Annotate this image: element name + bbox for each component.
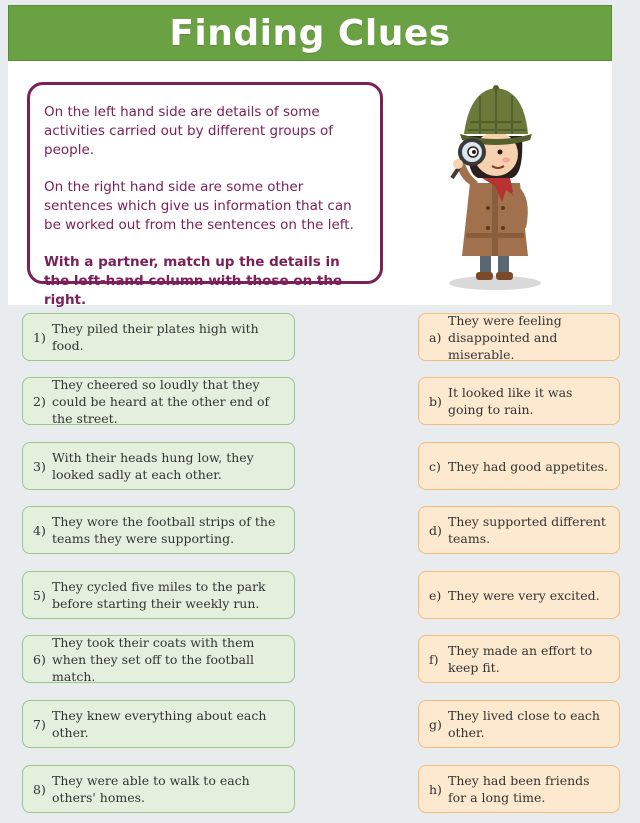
- clue-number: 2): [33, 393, 46, 409]
- clue-number: 8): [33, 781, 46, 797]
- clue-text: With their heads hung low, they looked sadly at each other.: [52, 450, 254, 482]
- inference-text: They made an effort to keep fit.: [448, 643, 593, 675]
- inference-card-c: [418, 442, 620, 490]
- inference-letter: c): [429, 458, 441, 474]
- clue-card-5: [22, 571, 295, 619]
- instructions-box: [27, 82, 383, 308]
- inference-text: They had been friends for a long time.: [448, 773, 590, 805]
- clue-card-4: [22, 506, 295, 554]
- intro-paragraph-2: On the right hand side are some other sentences which give us information that can be worked out from the sentences on the left.: [44, 179, 354, 233]
- inference-card-d: [418, 506, 620, 554]
- intro-paragraph-1: On the left hand side are details of some activities carried out by different groups of people.: [44, 104, 334, 158]
- inference-card-g: [418, 700, 620, 748]
- clue-text: They knew everything about each other.: [52, 708, 267, 740]
- clue-card-3: [22, 442, 295, 490]
- title-banner: [8, 5, 612, 61]
- clue-card-6: [22, 635, 295, 683]
- inference-card-a: [418, 313, 620, 361]
- inference-text: They had good appetites.: [448, 458, 609, 474]
- inference-text: It looked like it was going to rain.: [448, 385, 573, 417]
- clue-card-2: [22, 377, 295, 425]
- clue-number: 1): [33, 329, 46, 345]
- clue-number: 5): [33, 587, 46, 603]
- clue-text: They took their coats with them when they set off to the football match.: [52, 634, 255, 684]
- clue-text: They piled their plates high with food.: [52, 321, 259, 353]
- intro-instruction: With a partner, match up the details in the left-hand column with those on the right.: [44, 254, 343, 308]
- clue-text: They were able to walk to each others' homes.: [52, 773, 250, 805]
- clue-text: They cheered so loudly that they could be heard at the other end of the street.: [52, 376, 270, 426]
- inference-text: They were feeling disappointed and miserable.: [448, 312, 562, 362]
- clue-card-8: [22, 765, 295, 813]
- inference-letter: g): [429, 716, 442, 732]
- detective-icon: [440, 78, 550, 293]
- inference-text: They supported different teams.: [448, 514, 606, 546]
- clue-number: 3): [33, 458, 46, 474]
- clue-number: 7): [33, 716, 46, 732]
- inference-card-f: [418, 635, 620, 683]
- clue-text: They cycled five miles to the park before starting their weekly run.: [52, 579, 266, 611]
- clue-text: They wore the football strips of the teams they were supporting.: [52, 514, 276, 546]
- inference-letter: d): [429, 522, 442, 538]
- inference-letter: h): [429, 781, 442, 797]
- inference-letter: a): [429, 329, 442, 345]
- inference-letter: b): [429, 393, 442, 409]
- clue-card-7: [22, 700, 295, 748]
- inference-card-h: [418, 765, 620, 813]
- inference-card-b: [418, 377, 620, 425]
- inference-letter: f): [429, 651, 439, 667]
- inference-text: They were very excited.: [448, 587, 600, 603]
- clue-number: 4): [33, 522, 46, 538]
- inference-card-e: [418, 571, 620, 619]
- clue-number: 6): [33, 651, 46, 667]
- clue-card-1: [22, 313, 295, 361]
- inference-letter: e): [429, 587, 442, 603]
- inference-text: They lived close to each other.: [448, 708, 600, 740]
- page-title: Finding Clues: [169, 12, 451, 54]
